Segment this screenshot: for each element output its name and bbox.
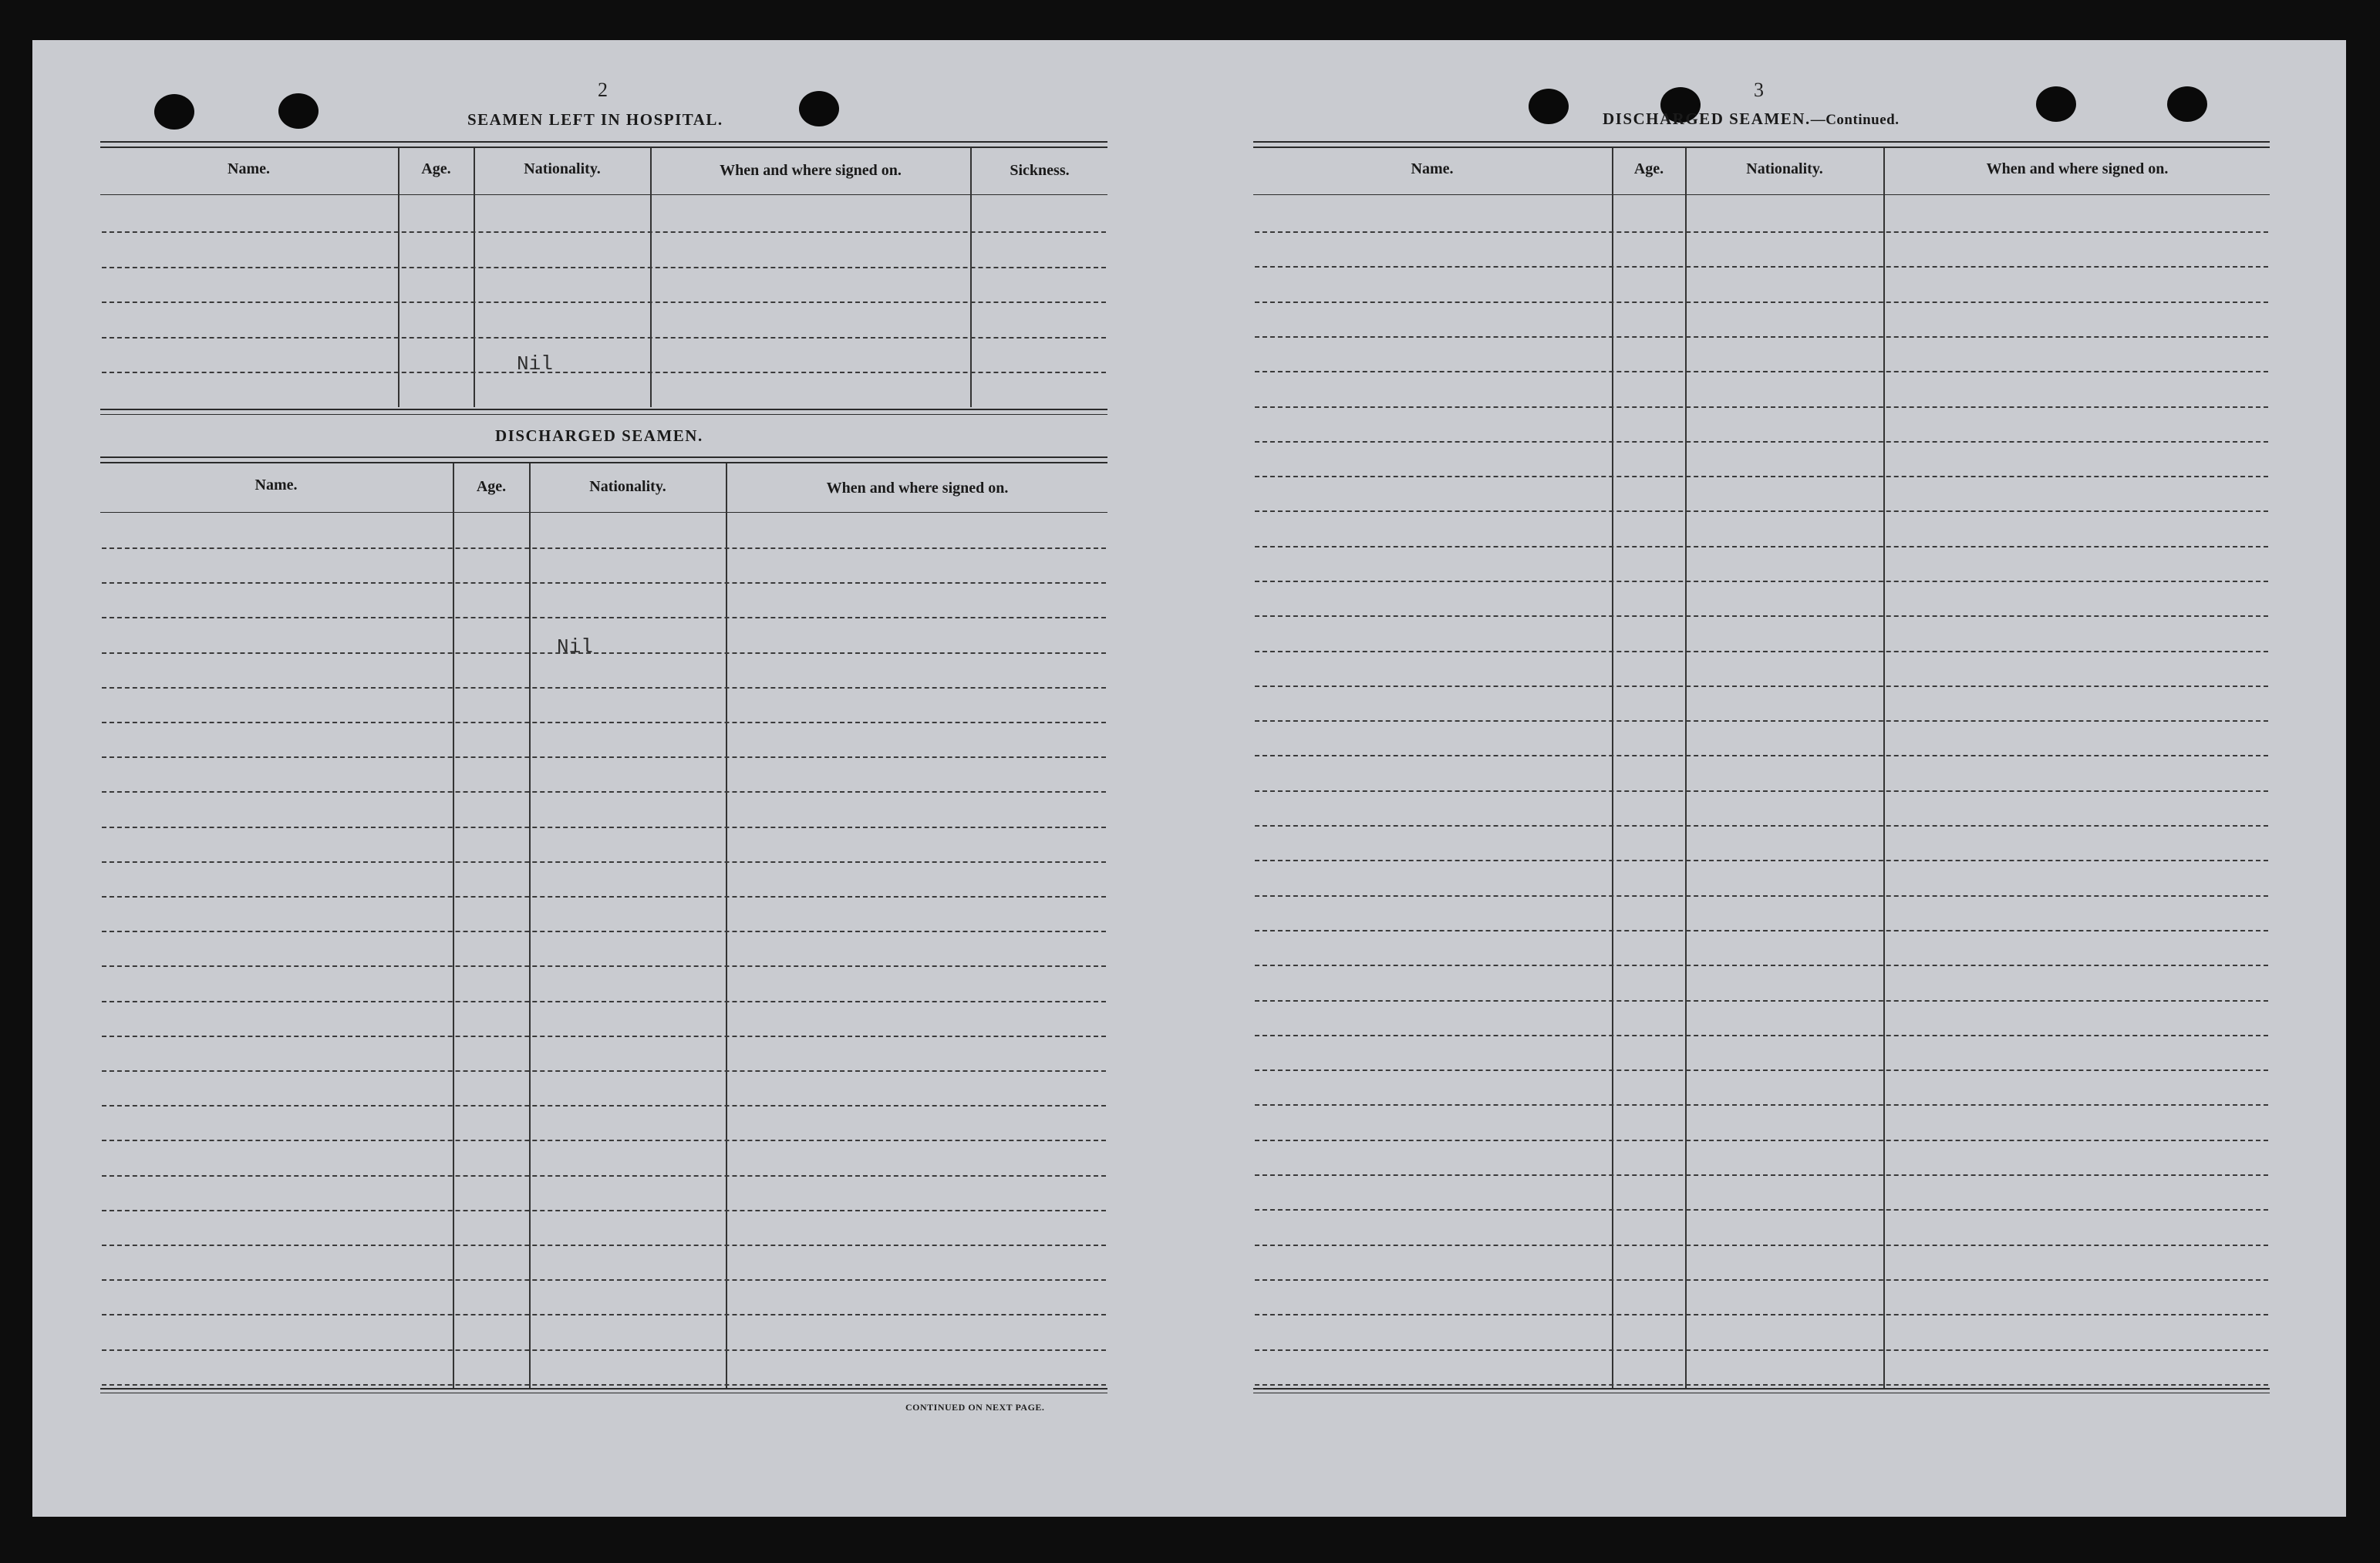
entry-line bbox=[102, 582, 1106, 584]
entry-line bbox=[1255, 301, 2268, 303]
entry-line bbox=[102, 372, 1106, 373]
entry-line bbox=[1255, 1209, 2268, 1211]
column-divider bbox=[529, 463, 531, 1389]
entry-line bbox=[1255, 546, 2268, 547]
entry-line bbox=[1255, 895, 2268, 897]
column-divider bbox=[398, 148, 399, 407]
entry-line bbox=[1255, 406, 2268, 408]
entry-line bbox=[102, 1210, 1106, 1211]
entry-line bbox=[102, 896, 1106, 898]
entry-line bbox=[102, 1245, 1106, 1246]
document-sheet bbox=[32, 40, 2346, 1517]
entry-line bbox=[102, 931, 1106, 932]
entry-line bbox=[102, 1384, 1106, 1386]
rule bbox=[100, 147, 1107, 148]
entry-line bbox=[102, 267, 1106, 268]
column-divider bbox=[1612, 148, 1613, 1388]
rule bbox=[1253, 1388, 2270, 1390]
entry-line bbox=[1255, 720, 2268, 722]
entry-line bbox=[102, 756, 1106, 758]
rule bbox=[100, 409, 1107, 410]
entry-line bbox=[102, 1105, 1106, 1107]
col-header-sickness: Sickness. bbox=[1010, 162, 1070, 179]
entry-line bbox=[102, 1175, 1106, 1177]
entry-line bbox=[102, 1349, 1106, 1351]
col-header-age: Age. bbox=[421, 160, 451, 177]
column-divider bbox=[726, 463, 727, 1389]
column-divider bbox=[453, 463, 454, 1389]
entry-line bbox=[102, 1001, 1106, 1002]
entry-line bbox=[102, 301, 1106, 303]
punch-hole bbox=[2036, 86, 2076, 122]
discharged-nil-entry: Nil bbox=[557, 635, 593, 659]
entry-line bbox=[1255, 510, 2268, 512]
col-header-when-where: When and where signed on. bbox=[1986, 160, 2169, 177]
col-header-age: Age. bbox=[476, 478, 507, 495]
entry-line bbox=[1255, 1349, 2268, 1351]
discharged-section-title: DISCHARGED SEAMEN. bbox=[495, 426, 703, 445]
entry-line bbox=[1255, 651, 2268, 652]
entry-line bbox=[1255, 1245, 2268, 1246]
column-divider bbox=[650, 148, 652, 407]
entry-line bbox=[102, 791, 1106, 793]
right-section-title bbox=[1603, 109, 1899, 129]
entry-line bbox=[1255, 1314, 2268, 1315]
entry-line bbox=[1255, 1070, 2268, 1071]
column-divider bbox=[970, 148, 972, 407]
entry-line bbox=[1255, 231, 2268, 233]
entry-line bbox=[1255, 1140, 2268, 1141]
right-title-main: DISCHARGED SEAMEN. bbox=[1603, 109, 1811, 128]
entry-line bbox=[1255, 685, 2268, 687]
rule bbox=[100, 414, 1107, 415]
punch-hole bbox=[2167, 86, 2207, 122]
punch-hole bbox=[799, 91, 839, 126]
column-divider bbox=[474, 148, 475, 407]
entry-line bbox=[102, 1070, 1106, 1072]
entry-line bbox=[1255, 825, 2268, 827]
entry-line bbox=[1255, 441, 2268, 443]
page-number-right: 3 bbox=[1754, 79, 1764, 101]
entry-line bbox=[1255, 371, 2268, 372]
rule bbox=[100, 141, 1107, 143]
col-header-nationality: Nationality. bbox=[589, 478, 666, 495]
entry-line bbox=[102, 547, 1106, 549]
col-header-name: Name. bbox=[255, 477, 298, 493]
entry-line bbox=[1255, 1279, 2268, 1281]
rule bbox=[1253, 141, 2270, 143]
entry-line bbox=[1255, 1384, 2268, 1386]
entry-line bbox=[1255, 1104, 2268, 1106]
entry-line bbox=[102, 652, 1106, 654]
entry-line bbox=[102, 965, 1106, 967]
entry-line bbox=[1255, 336, 2268, 338]
entry-line bbox=[1255, 1000, 2268, 1002]
right-title-suffix: —Continued. bbox=[1810, 112, 1900, 128]
entry-line bbox=[1255, 930, 2268, 931]
punch-hole bbox=[278, 93, 319, 129]
entry-line bbox=[102, 617, 1106, 618]
rule bbox=[100, 512, 1107, 513]
entry-line bbox=[102, 687, 1106, 689]
entry-line bbox=[1255, 860, 2268, 861]
col-header-name: Name. bbox=[228, 160, 270, 177]
col-header-nationality: Nationality. bbox=[1746, 160, 1823, 177]
rule bbox=[100, 1388, 1107, 1390]
entry-line bbox=[102, 1279, 1106, 1281]
column-divider bbox=[1883, 148, 1885, 1388]
entry-line bbox=[102, 1314, 1106, 1315]
continued-note: CONTINUED ON NEXT PAGE. bbox=[905, 1402, 1045, 1413]
entry-line bbox=[1255, 755, 2268, 756]
col-header-when-where: When and where signed on. bbox=[720, 162, 902, 179]
entry-line bbox=[102, 231, 1106, 233]
rule bbox=[1253, 194, 2270, 195]
entry-line bbox=[102, 722, 1106, 723]
entry-line bbox=[102, 827, 1106, 828]
col-header-age: Age. bbox=[1633, 160, 1664, 177]
entry-line bbox=[1255, 1174, 2268, 1176]
rule bbox=[100, 194, 1107, 195]
col-header-name: Name. bbox=[1411, 160, 1454, 177]
punch-hole bbox=[154, 94, 194, 130]
entry-line bbox=[1255, 476, 2268, 477]
entry-line bbox=[1255, 790, 2268, 792]
entry-line bbox=[1255, 965, 2268, 966]
column-divider bbox=[1685, 148, 1687, 1388]
rule bbox=[100, 462, 1107, 463]
entry-line bbox=[102, 861, 1106, 863]
entry-line bbox=[1255, 1035, 2268, 1036]
entry-line bbox=[102, 337, 1106, 339]
entry-line bbox=[102, 1140, 1106, 1141]
entry-line bbox=[1255, 581, 2268, 582]
entry-line bbox=[102, 1036, 1106, 1037]
entry-line bbox=[1255, 615, 2268, 617]
rule bbox=[1253, 147, 2270, 148]
page-number-left: 2 bbox=[598, 79, 608, 101]
entry-line bbox=[1255, 266, 2268, 268]
punch-hole bbox=[1529, 89, 1569, 124]
rule bbox=[100, 456, 1107, 458]
col-header-when-where: When and where signed on. bbox=[826, 480, 1009, 497]
hospital-section-title: SEAMEN LEFT IN HOSPITAL. bbox=[467, 110, 723, 129]
col-header-nationality: Nationality. bbox=[524, 160, 601, 177]
hospital-nil-entry: Nil bbox=[517, 352, 553, 376]
